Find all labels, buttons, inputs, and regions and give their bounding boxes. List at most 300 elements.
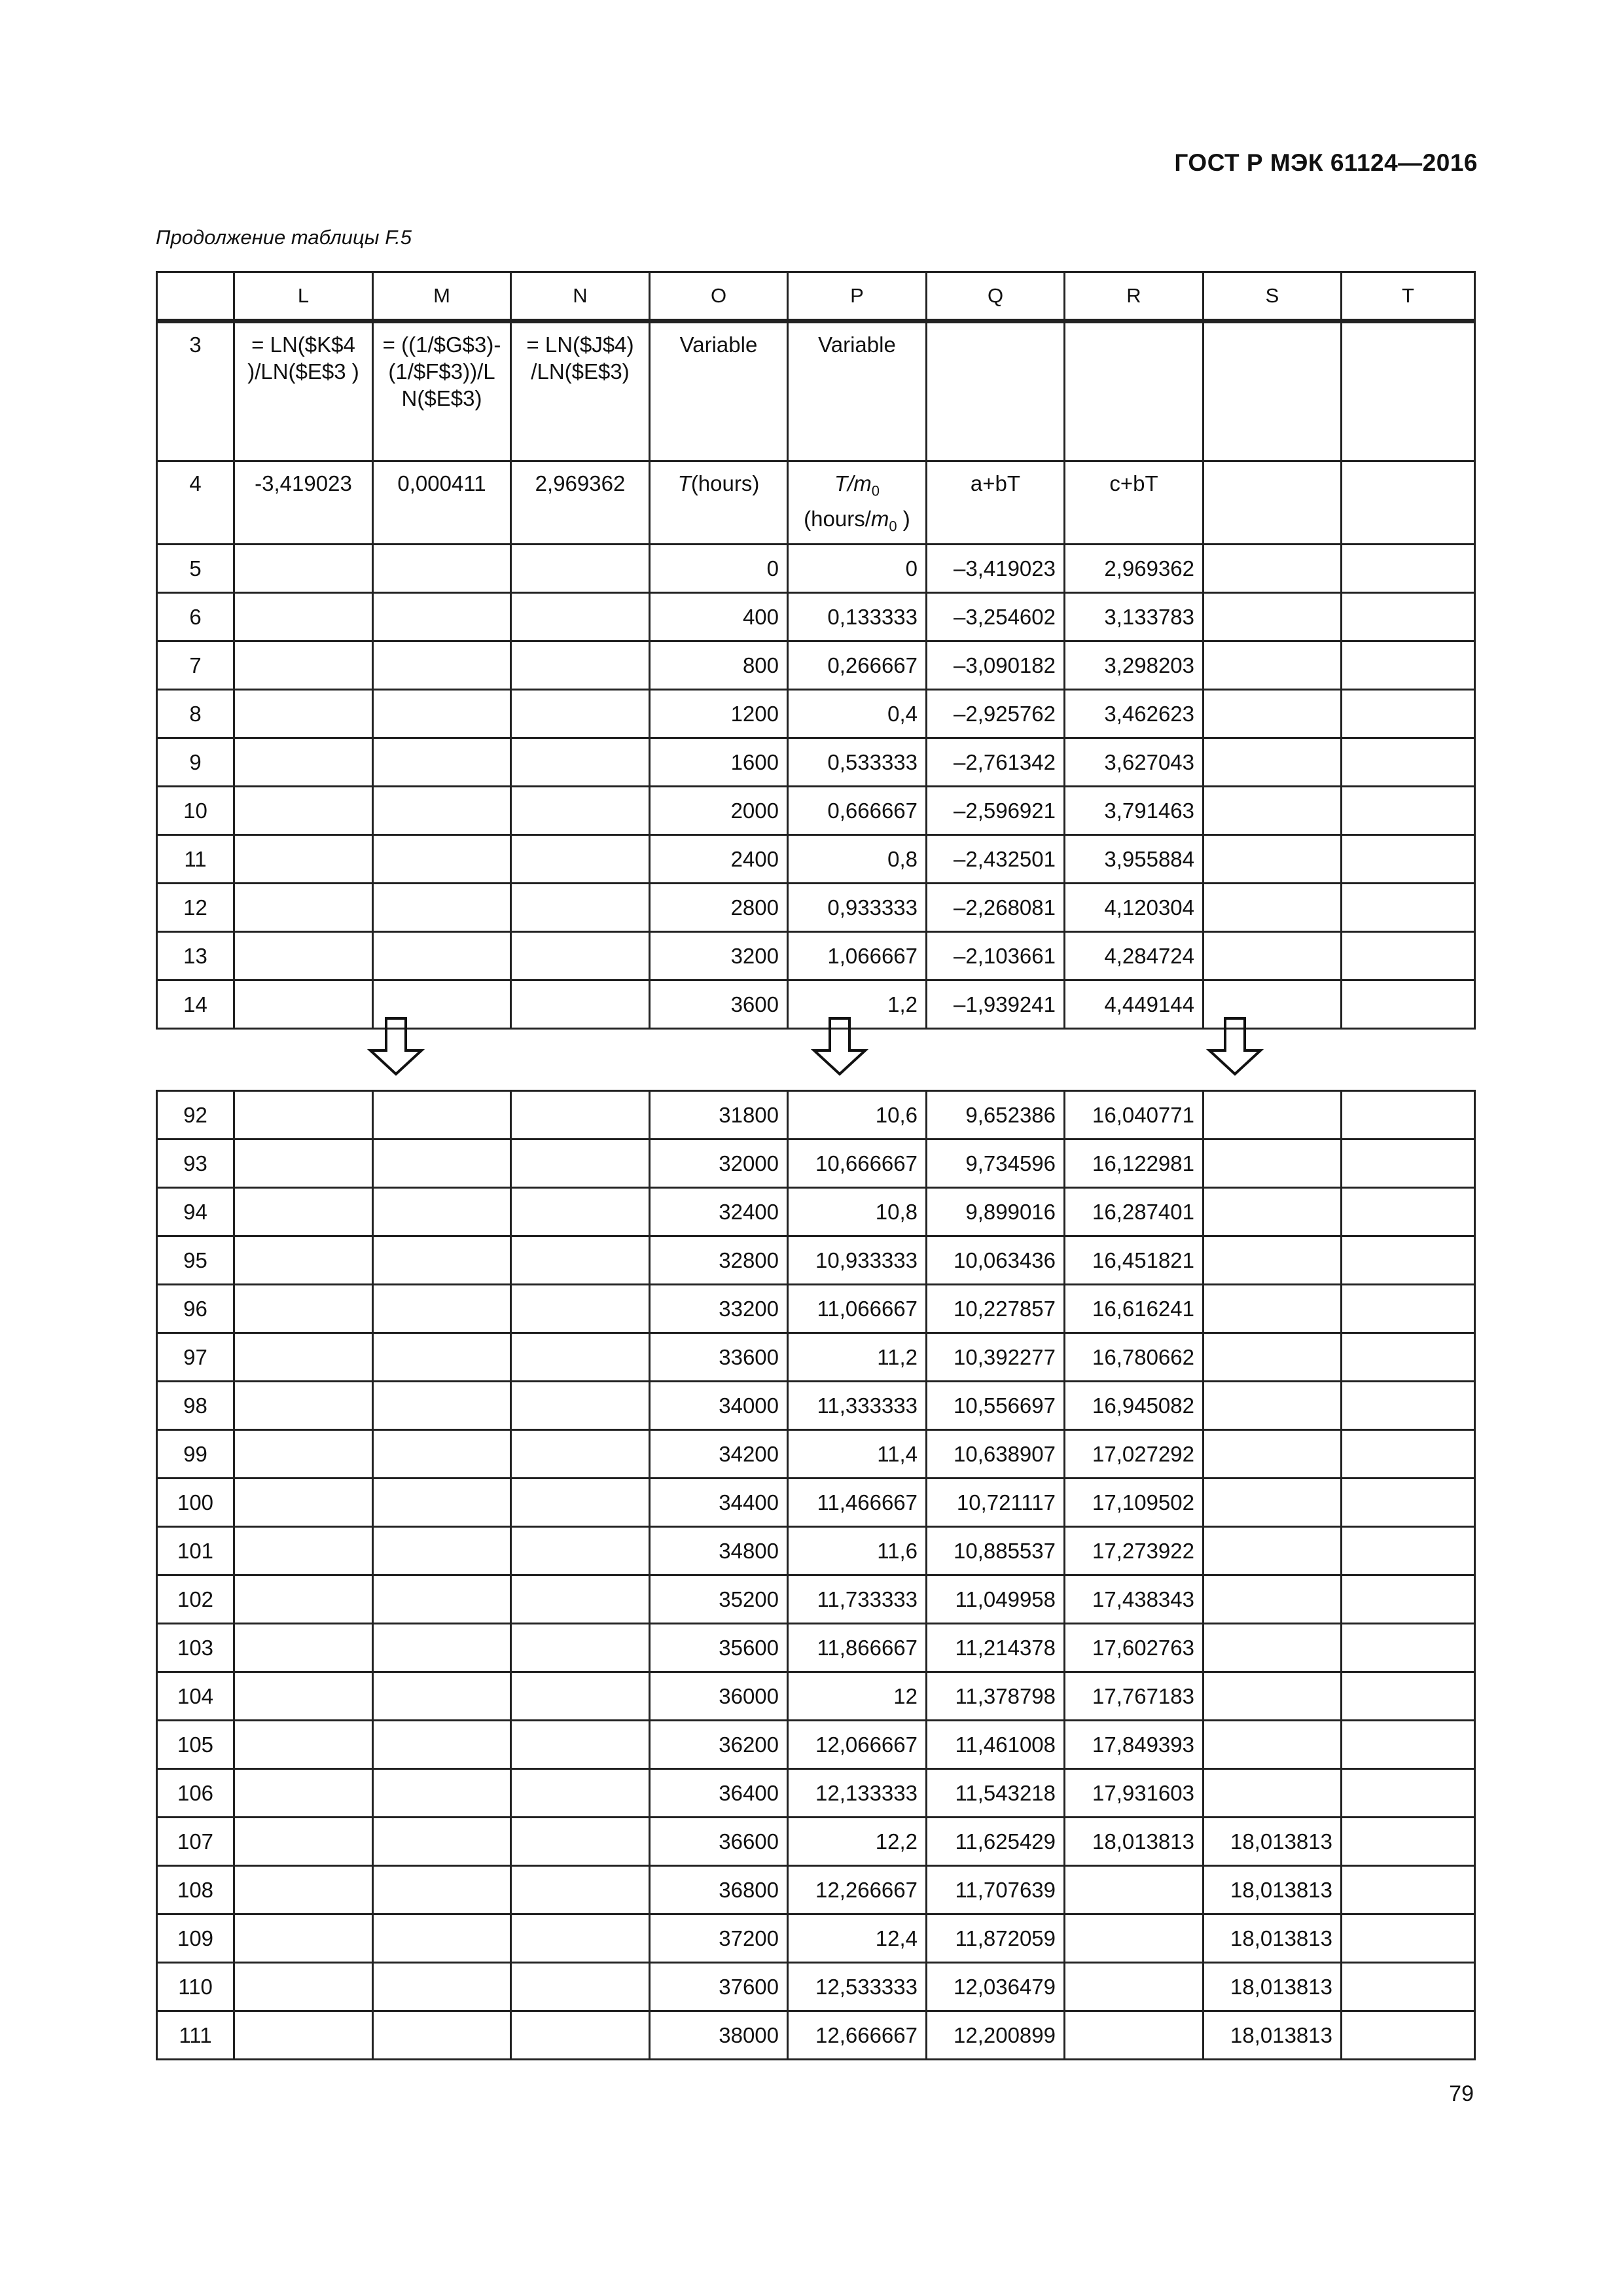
cell-o: 32800 xyxy=(650,1236,788,1285)
cell-q: 10,556697 xyxy=(927,1382,1065,1430)
cell-p: 0,133333 xyxy=(788,593,927,641)
cell-m xyxy=(373,593,511,641)
cell-r: 16,122981 xyxy=(1065,1139,1204,1188)
cell-s xyxy=(1204,884,1342,932)
cell-s: 18,013813 xyxy=(1204,1963,1342,2011)
cell-m xyxy=(373,1721,511,1769)
cell-l xyxy=(234,787,373,835)
cell-q: –2,925762 xyxy=(927,690,1065,738)
cell-o: 2000 xyxy=(650,787,788,835)
cell-p: 11,733333 xyxy=(788,1575,927,1624)
cell-m xyxy=(373,1236,511,1285)
row-number: 11 xyxy=(157,835,234,884)
cell-l xyxy=(234,1382,373,1430)
cell-m xyxy=(373,1818,511,1866)
cell-n xyxy=(511,1672,650,1721)
cell-n xyxy=(511,2011,650,2060)
cell-l xyxy=(234,1866,373,1914)
cell-n xyxy=(511,1914,650,1963)
table-row xyxy=(157,690,1475,738)
cell-p: 10,933333 xyxy=(788,1236,927,1285)
cell-m xyxy=(373,738,511,787)
cell-o: 32000 xyxy=(650,1139,788,1188)
param-cell-n: 2,969362 xyxy=(511,461,650,545)
row-number: 103 xyxy=(157,1624,234,1672)
spreadsheet-table-top xyxy=(156,271,1476,1030)
cell-p: 12,666667 xyxy=(788,2011,927,2060)
cell-s: 18,013813 xyxy=(1204,1866,1342,1914)
column-header-s: S xyxy=(1204,272,1342,321)
cell-s xyxy=(1204,1721,1342,1769)
table-row xyxy=(157,1188,1475,1236)
cell-p: 10,6 xyxy=(788,1091,927,1139)
table-row xyxy=(157,1818,1475,1866)
down-arrow-icon xyxy=(366,1016,425,1077)
row-number: 13 xyxy=(157,932,234,980)
cell-q: 10,721117 xyxy=(927,1479,1065,1527)
table-row xyxy=(157,1091,1475,1139)
cell-p: 12,133333 xyxy=(788,1769,927,1818)
cell-m xyxy=(373,1963,511,2011)
cell-l xyxy=(234,1188,373,1236)
cell-r: 16,287401 xyxy=(1065,1188,1204,1236)
row-number: 102 xyxy=(157,1575,234,1624)
cell-o: 34400 xyxy=(650,1479,788,1527)
parameter-row xyxy=(157,461,1475,545)
row-number: 98 xyxy=(157,1382,234,1430)
cell-t xyxy=(1342,1721,1475,1769)
row-number: 92 xyxy=(157,1091,234,1139)
cell-t xyxy=(1342,1479,1475,1527)
cell-q: 11,872059 xyxy=(927,1914,1065,1963)
table-row xyxy=(157,641,1475,690)
cell-r: 3,298203 xyxy=(1065,641,1204,690)
cell-p: 11,4 xyxy=(788,1430,927,1479)
cell-n xyxy=(511,1430,650,1479)
cell-r: 16,040771 xyxy=(1065,1091,1204,1139)
cell-s xyxy=(1204,690,1342,738)
cell-m xyxy=(373,1285,511,1333)
spreadsheet-table-bottom xyxy=(156,1090,1476,2060)
row-number: 96 xyxy=(157,1285,234,1333)
cell-o: 1600 xyxy=(650,738,788,787)
cell-p: 0,933333 xyxy=(788,884,927,932)
cell-t xyxy=(1342,1963,1475,2011)
document-standard-header: ГОСТ Р МЭК 61124—2016 xyxy=(1174,149,1478,176)
column-header-o: O xyxy=(650,272,788,321)
row-number: 105 xyxy=(157,1721,234,1769)
cell-l xyxy=(234,1818,373,1866)
cell-o: 1200 xyxy=(650,690,788,738)
table-row xyxy=(157,1721,1475,1769)
cell-s: 18,013813 xyxy=(1204,1914,1342,1963)
table-row xyxy=(157,1963,1475,2011)
cell-r: 17,109502 xyxy=(1065,1479,1204,1527)
cell-l xyxy=(234,1430,373,1479)
cell-t xyxy=(1342,1527,1475,1575)
cell-s xyxy=(1204,593,1342,641)
unit-prefix: (hours/ xyxy=(804,506,871,531)
table-row xyxy=(157,787,1475,835)
cell-p: 12,2 xyxy=(788,1818,927,1866)
cell-r xyxy=(1065,1914,1204,1963)
cell-t xyxy=(1342,835,1475,884)
table-row xyxy=(157,1236,1475,1285)
cell-p: 10,8 xyxy=(788,1188,927,1236)
cell-r: 17,767183 xyxy=(1065,1672,1204,1721)
cell-t xyxy=(1342,738,1475,787)
cell-q: –2,761342 xyxy=(927,738,1065,787)
cell-t xyxy=(1342,545,1475,593)
cell-t xyxy=(1342,1188,1475,1236)
cell-l xyxy=(234,738,373,787)
cell-p: 0,266667 xyxy=(788,641,927,690)
cell-l xyxy=(234,690,373,738)
symbol-t: T xyxy=(677,471,691,495)
corner-cell xyxy=(157,272,234,321)
cell-r: 17,027292 xyxy=(1065,1430,1204,1479)
cell-p: 11,066667 xyxy=(788,1285,927,1333)
cell-r: 4,449144 xyxy=(1065,980,1204,1029)
cell-l xyxy=(234,1914,373,1963)
cell-m xyxy=(373,690,511,738)
param-cell-m: 0,000411 xyxy=(373,461,511,545)
cell-r: 16,945082 xyxy=(1065,1382,1204,1430)
cell-r: 3,791463 xyxy=(1065,787,1204,835)
table-row xyxy=(157,1914,1475,1963)
cell-l xyxy=(234,2011,373,2060)
cell-q: 9,899016 xyxy=(927,1188,1065,1236)
cell-o: 3600 xyxy=(650,980,788,1029)
table-row xyxy=(157,1139,1475,1188)
row-number: 100 xyxy=(157,1479,234,1527)
row-number: 7 xyxy=(157,641,234,690)
row-number: 94 xyxy=(157,1188,234,1236)
cell-o: 34200 xyxy=(650,1430,788,1479)
cell-m xyxy=(373,1672,511,1721)
cell-p: 12,066667 xyxy=(788,1721,927,1769)
cell-t xyxy=(1342,1575,1475,1624)
cell-n xyxy=(511,1769,650,1818)
cell-t xyxy=(1342,641,1475,690)
cell-n xyxy=(511,1479,650,1527)
down-arrow-icon xyxy=(810,1016,869,1077)
row-number: 111 xyxy=(157,2011,234,2060)
table-row xyxy=(157,1382,1475,1430)
cell-q: 11,378798 xyxy=(927,1672,1065,1721)
cell-l xyxy=(234,1479,373,1527)
cell-n xyxy=(511,593,650,641)
cell-l xyxy=(234,1285,373,1333)
cell-q: 11,707639 xyxy=(927,1866,1065,1914)
cell-o: 38000 xyxy=(650,2011,788,2060)
cell-n xyxy=(511,1091,650,1139)
cell-q: 10,392277 xyxy=(927,1333,1065,1382)
cell-r: 3,462623 xyxy=(1065,690,1204,738)
cell-p: 0,533333 xyxy=(788,738,927,787)
cell-m xyxy=(373,1188,511,1236)
cell-q: 10,885537 xyxy=(927,1527,1065,1575)
cell-n xyxy=(511,1624,650,1672)
cell-p: 12 xyxy=(788,1672,927,1721)
table-row xyxy=(157,738,1475,787)
cell-l xyxy=(234,1769,373,1818)
unit-hours: (hours) xyxy=(690,471,760,495)
cell-t xyxy=(1342,1430,1475,1479)
cell-s xyxy=(1204,1624,1342,1672)
cell-o: 800 xyxy=(650,641,788,690)
cell-q: 10,063436 xyxy=(927,1236,1065,1285)
cell-r: 16,780662 xyxy=(1065,1333,1204,1382)
cell-n xyxy=(511,1963,650,2011)
cell-q: –3,419023 xyxy=(927,545,1065,593)
cell-t xyxy=(1342,932,1475,980)
cell-o: 36600 xyxy=(650,1818,788,1866)
empty-cell xyxy=(1204,321,1342,461)
cell-r: 17,273922 xyxy=(1065,1527,1204,1575)
column-header-n: N xyxy=(511,272,650,321)
cell-r: 2,969362 xyxy=(1065,545,1204,593)
cell-p: 11,6 xyxy=(788,1527,927,1575)
cell-p: 12,4 xyxy=(788,1914,927,1963)
formula-cell-n: = LN($J$4) /LN($E$3) xyxy=(511,321,650,461)
cell-t xyxy=(1342,1139,1475,1188)
row-number: 10 xyxy=(157,787,234,835)
cell-n xyxy=(511,1188,650,1236)
row-number: 106 xyxy=(157,1769,234,1818)
table-row xyxy=(157,835,1475,884)
formula-cell-m: = ((1/$G$3)- (1/$F$3))/L N($E$3) xyxy=(373,321,511,461)
cell-l xyxy=(234,641,373,690)
cell-m xyxy=(373,1382,511,1430)
cell-m xyxy=(373,1430,511,1479)
cell-r xyxy=(1065,1866,1204,1914)
cell-s xyxy=(1204,1382,1342,1430)
cell-l xyxy=(234,593,373,641)
row-number: 8 xyxy=(157,690,234,738)
table-caption: Продолжение таблицы F.5 xyxy=(156,226,412,249)
cell-q: –3,254602 xyxy=(927,593,1065,641)
cell-p: 1,2 xyxy=(788,980,927,1029)
cell-p: 11,2 xyxy=(788,1333,927,1382)
cell-s: 18,013813 xyxy=(1204,2011,1342,2060)
row-number: 97 xyxy=(157,1333,234,1382)
cell-q: –2,268081 xyxy=(927,884,1065,932)
cell-r: 16,451821 xyxy=(1065,1236,1204,1285)
row-number: 107 xyxy=(157,1818,234,1866)
cell-q: 12,036479 xyxy=(927,1963,1065,2011)
row-number: 3 xyxy=(157,321,234,461)
column-header-p: P xyxy=(788,272,927,321)
cell-q: 9,734596 xyxy=(927,1139,1065,1188)
row-number: 5 xyxy=(157,545,234,593)
cell-r: 17,602763 xyxy=(1065,1624,1204,1672)
cell-o: 37600 xyxy=(650,1963,788,2011)
table-row xyxy=(157,884,1475,932)
table-row xyxy=(157,1624,1475,1672)
cell-n xyxy=(511,545,650,593)
table-row xyxy=(157,1479,1475,1527)
column-header-q: Q xyxy=(927,272,1065,321)
cell-q: 10,227857 xyxy=(927,1285,1065,1333)
cell-q: 11,049958 xyxy=(927,1575,1065,1624)
cell-t xyxy=(1342,1382,1475,1430)
param-cell-r: c+bT xyxy=(1065,461,1204,545)
cell-m xyxy=(373,884,511,932)
column-header-r: R xyxy=(1065,272,1204,321)
cell-o: 33600 xyxy=(650,1333,788,1382)
row-number: 9 xyxy=(157,738,234,787)
cell-r: 3,955884 xyxy=(1065,835,1204,884)
cell-l xyxy=(234,1527,373,1575)
cell-n xyxy=(511,641,650,690)
cell-r: 4,284724 xyxy=(1065,932,1204,980)
table-row xyxy=(157,1575,1475,1624)
cell-t xyxy=(1342,1285,1475,1333)
cell-n xyxy=(511,1236,650,1285)
subscript: 0 xyxy=(889,518,897,535)
cell-l xyxy=(234,1672,373,1721)
row-number: 101 xyxy=(157,1527,234,1575)
empty-cell xyxy=(1342,321,1475,461)
cell-r: 17,849393 xyxy=(1065,1721,1204,1769)
cell-t xyxy=(1342,1624,1475,1672)
cell-r: 3,627043 xyxy=(1065,738,1204,787)
empty-cell xyxy=(1342,461,1475,545)
cell-t xyxy=(1342,1091,1475,1139)
cell-r: 16,616241 xyxy=(1065,1285,1204,1333)
cell-n xyxy=(511,1333,650,1382)
cell-s xyxy=(1204,835,1342,884)
cell-l xyxy=(234,1624,373,1672)
cell-s xyxy=(1204,1769,1342,1818)
cell-q: –1,939241 xyxy=(927,980,1065,1029)
cell-n xyxy=(511,835,650,884)
cell-o: 35200 xyxy=(650,1575,788,1624)
param-cell-q: a+bT xyxy=(927,461,1065,545)
cell-l xyxy=(234,1963,373,2011)
table-row xyxy=(157,1285,1475,1333)
row-number: 108 xyxy=(157,1866,234,1914)
cell-t xyxy=(1342,1236,1475,1285)
cell-q: –2,103661 xyxy=(927,932,1065,980)
cell-r: 17,438343 xyxy=(1065,1575,1204,1624)
cell-l xyxy=(234,545,373,593)
cell-o: 2400 xyxy=(650,835,788,884)
cell-o: 32400 xyxy=(650,1188,788,1236)
cell-t xyxy=(1342,1818,1475,1866)
cell-q: –2,432501 xyxy=(927,835,1065,884)
cell-o: 400 xyxy=(650,593,788,641)
cell-m xyxy=(373,1624,511,1672)
symbol-t-over-m: T/m xyxy=(834,471,872,495)
subscript: 0 xyxy=(871,482,880,499)
cell-p: 10,666667 xyxy=(788,1139,927,1188)
cell-t xyxy=(1342,884,1475,932)
cell-s: 18,013813 xyxy=(1204,1818,1342,1866)
cell-p: 1,066667 xyxy=(788,932,927,980)
cell-n xyxy=(511,1285,650,1333)
cell-l xyxy=(234,1575,373,1624)
cell-p: 11,466667 xyxy=(788,1479,927,1527)
cell-m xyxy=(373,1866,511,1914)
table-row xyxy=(157,932,1475,980)
cell-o: 36400 xyxy=(650,1769,788,1818)
cell-t xyxy=(1342,1672,1475,1721)
empty-cell xyxy=(1065,321,1204,461)
cell-p: 12,533333 xyxy=(788,1963,927,2011)
cell-p: 0,666667 xyxy=(788,787,927,835)
cell-m xyxy=(373,1091,511,1139)
param-cell-o xyxy=(650,461,788,545)
cell-m xyxy=(373,545,511,593)
page-number: 79 xyxy=(1449,2081,1474,2106)
table-row xyxy=(157,593,1475,641)
cell-q: 11,625429 xyxy=(927,1818,1065,1866)
cell-n xyxy=(511,1382,650,1430)
cell-l xyxy=(234,884,373,932)
cell-t xyxy=(1342,787,1475,835)
cell-m xyxy=(373,932,511,980)
row-number: 14 xyxy=(157,980,234,1029)
cell-s xyxy=(1204,641,1342,690)
table-row xyxy=(157,1527,1475,1575)
cell-p: 12,266667 xyxy=(788,1866,927,1914)
cell-m xyxy=(373,787,511,835)
cell-n xyxy=(511,1866,650,1914)
cell-o: 36000 xyxy=(650,1672,788,1721)
cell-l xyxy=(234,1091,373,1139)
row-number: 4 xyxy=(157,461,234,545)
cell-r: 17,931603 xyxy=(1065,1769,1204,1818)
cell-s xyxy=(1204,1236,1342,1285)
cell-s xyxy=(1204,738,1342,787)
cell-l xyxy=(234,1236,373,1285)
table-row xyxy=(157,1333,1475,1382)
row-number: 12 xyxy=(157,884,234,932)
cell-o: 37200 xyxy=(650,1914,788,1963)
cell-p: 11,333333 xyxy=(788,1382,927,1430)
cell-s xyxy=(1204,1285,1342,1333)
table-row xyxy=(157,1672,1475,1721)
cell-q: –2,596921 xyxy=(927,787,1065,835)
cell-p: 0,8 xyxy=(788,835,927,884)
cell-q: 11,543218 xyxy=(927,1769,1065,1818)
cell-l xyxy=(234,1333,373,1382)
cell-r: 3,133783 xyxy=(1065,593,1204,641)
cell-m xyxy=(373,1333,511,1382)
cell-q: 12,200899 xyxy=(927,2011,1065,2060)
down-arrow-icon xyxy=(1205,1016,1264,1077)
formula-row xyxy=(157,321,1475,461)
cell-m xyxy=(373,1914,511,1963)
row-number: 110 xyxy=(157,1963,234,2011)
cell-m xyxy=(373,641,511,690)
table-row xyxy=(157,2011,1475,2060)
cell-t xyxy=(1342,1769,1475,1818)
cell-s xyxy=(1204,1575,1342,1624)
column-header-l: L xyxy=(234,272,373,321)
cell-t xyxy=(1342,1866,1475,1914)
cell-s xyxy=(1204,1091,1342,1139)
cell-o: 36200 xyxy=(650,1721,788,1769)
cell-s xyxy=(1204,1333,1342,1382)
cell-r xyxy=(1065,2011,1204,2060)
cell-r: 18,013813 xyxy=(1065,1818,1204,1866)
cell-l xyxy=(234,835,373,884)
column-header-t: T xyxy=(1342,272,1475,321)
cell-l xyxy=(234,932,373,980)
